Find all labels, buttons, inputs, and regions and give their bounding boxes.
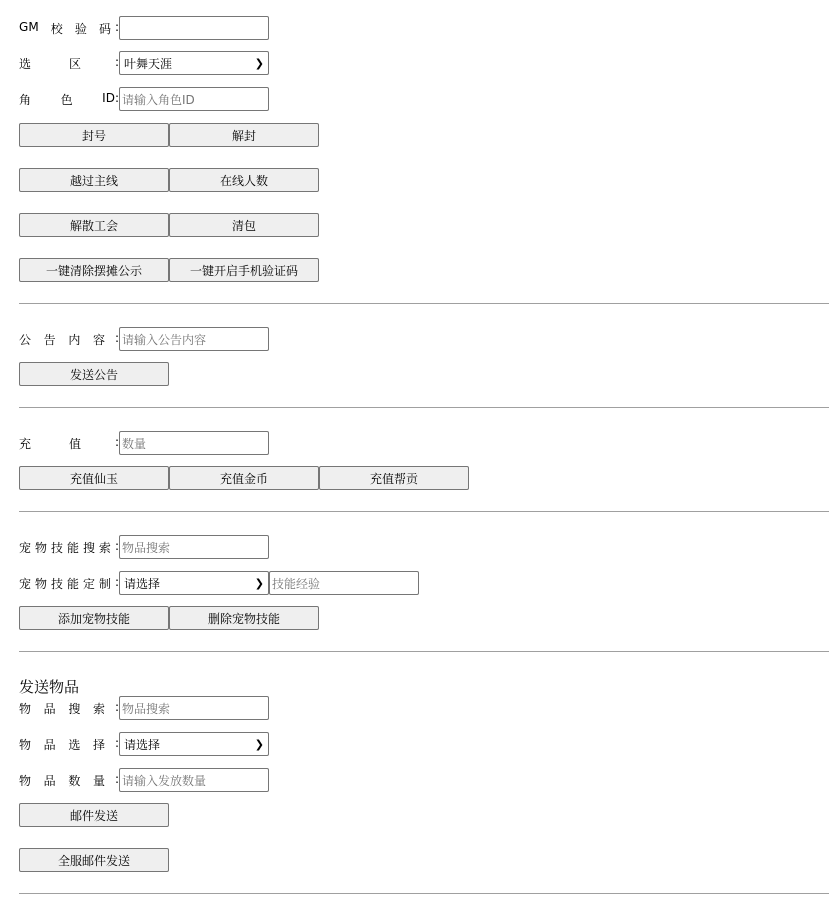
notice-input[interactable]: 请输入公告内容	[119, 327, 269, 351]
item-select-row	[19, 732, 269, 756]
divider	[19, 303, 829, 304]
guild-buttons-row	[19, 213, 319, 237]
recharge-guild-button[interactable]: 充值帮贡	[319, 466, 469, 490]
oneclick-buttons-row	[19, 258, 319, 282]
mail-send-row	[19, 803, 169, 827]
all-mail-send-row	[19, 848, 169, 872]
item-select-label: 物 品 选 择 :	[19, 736, 119, 752]
gm-code-input[interactable]	[119, 16, 269, 40]
recharge-amount-input[interactable]: 数量	[119, 431, 269, 455]
recharge-xianyu-button[interactable]: 充值仙玉	[19, 466, 169, 490]
skill-exp-input[interactable]: 技能经验	[269, 571, 419, 595]
zone-row	[19, 51, 269, 75]
disband-guild-button[interactable]: 解散工会	[19, 213, 169, 237]
recharge-gold-button[interactable]: 充值金币	[169, 466, 319, 490]
divider	[19, 893, 829, 894]
item-search-input[interactable]: 物品搜索	[119, 696, 269, 720]
notice-label: 公 告 内 容 :	[19, 331, 119, 347]
item-qty-label: 物 品 数 量 :	[19, 772, 119, 788]
item-qty-row	[19, 768, 269, 792]
skip-main-quest-button[interactable]: 越过主线	[19, 168, 169, 192]
pet-skill-buttons-row	[19, 606, 319, 630]
pet-skill-search-input[interactable]: 物品搜索	[119, 535, 269, 559]
ban-button[interactable]: 封号	[19, 123, 169, 147]
item-select[interactable]: 请选择 ❯	[119, 732, 269, 756]
unban-button[interactable]: 解封	[169, 123, 319, 147]
pet-skill-select[interactable]: 请选择 ❯	[119, 571, 269, 595]
pet-skill-search-row	[19, 535, 269, 559]
chevron-down-icon: ❯	[254, 576, 264, 590]
recharge-label: 充 值 :	[19, 435, 119, 451]
item-search-label: 物 品 搜 索 :	[19, 700, 119, 716]
quest-buttons-row	[19, 168, 319, 192]
divider	[19, 651, 829, 652]
send-items-title: 发送物品	[19, 678, 80, 696]
item-search-row	[19, 696, 269, 720]
clear-stall-notice-button[interactable]: 一键清除摆摊公示	[19, 258, 169, 282]
chevron-down-icon: ❯	[254, 737, 264, 751]
enable-phone-code-button[interactable]: 一键开启手机验证码	[169, 258, 319, 282]
online-count-button[interactable]: 在线人数	[169, 168, 319, 192]
gm-code-label: G M 校 验 码 :	[19, 19, 119, 36]
role-id-row	[19, 87, 269, 111]
item-qty-input[interactable]: 请输入发放数量	[119, 768, 269, 792]
zone-select[interactable]: 叶舞天涯 ❯	[119, 51, 269, 75]
role-id-label: 角 色 ID:	[19, 90, 119, 107]
all-server-mail-send-button[interactable]: 全服邮件发送	[19, 848, 169, 872]
divider	[19, 511, 829, 512]
send-notice-button[interactable]: 发送公告	[19, 362, 169, 386]
notice-send-row	[19, 362, 169, 386]
pet-skill-search-label: 宠 物 技 能 搜 索 :	[19, 539, 119, 555]
pet-skill-custom-row	[19, 571, 419, 595]
zone-label: 选 区 :	[19, 55, 119, 71]
mail-send-button[interactable]: 邮件发送	[19, 803, 169, 827]
divider	[19, 407, 829, 408]
gm-code-row	[19, 16, 269, 40]
add-pet-skill-button[interactable]: 添加宠物技能	[19, 606, 169, 630]
notice-row	[19, 327, 269, 351]
recharge-row	[19, 431, 269, 455]
chevron-down-icon: ❯	[254, 56, 264, 70]
clear-bag-button[interactable]: 清包	[169, 213, 319, 237]
role-id-input[interactable]: 请输入角色ID	[119, 87, 269, 111]
pet-skill-custom-label: 宠 物 技 能 定 制 :	[19, 575, 119, 591]
delete-pet-skill-button[interactable]: 删除宠物技能	[169, 606, 319, 630]
recharge-buttons-row	[19, 466, 469, 490]
ban-buttons-row	[19, 123, 319, 147]
